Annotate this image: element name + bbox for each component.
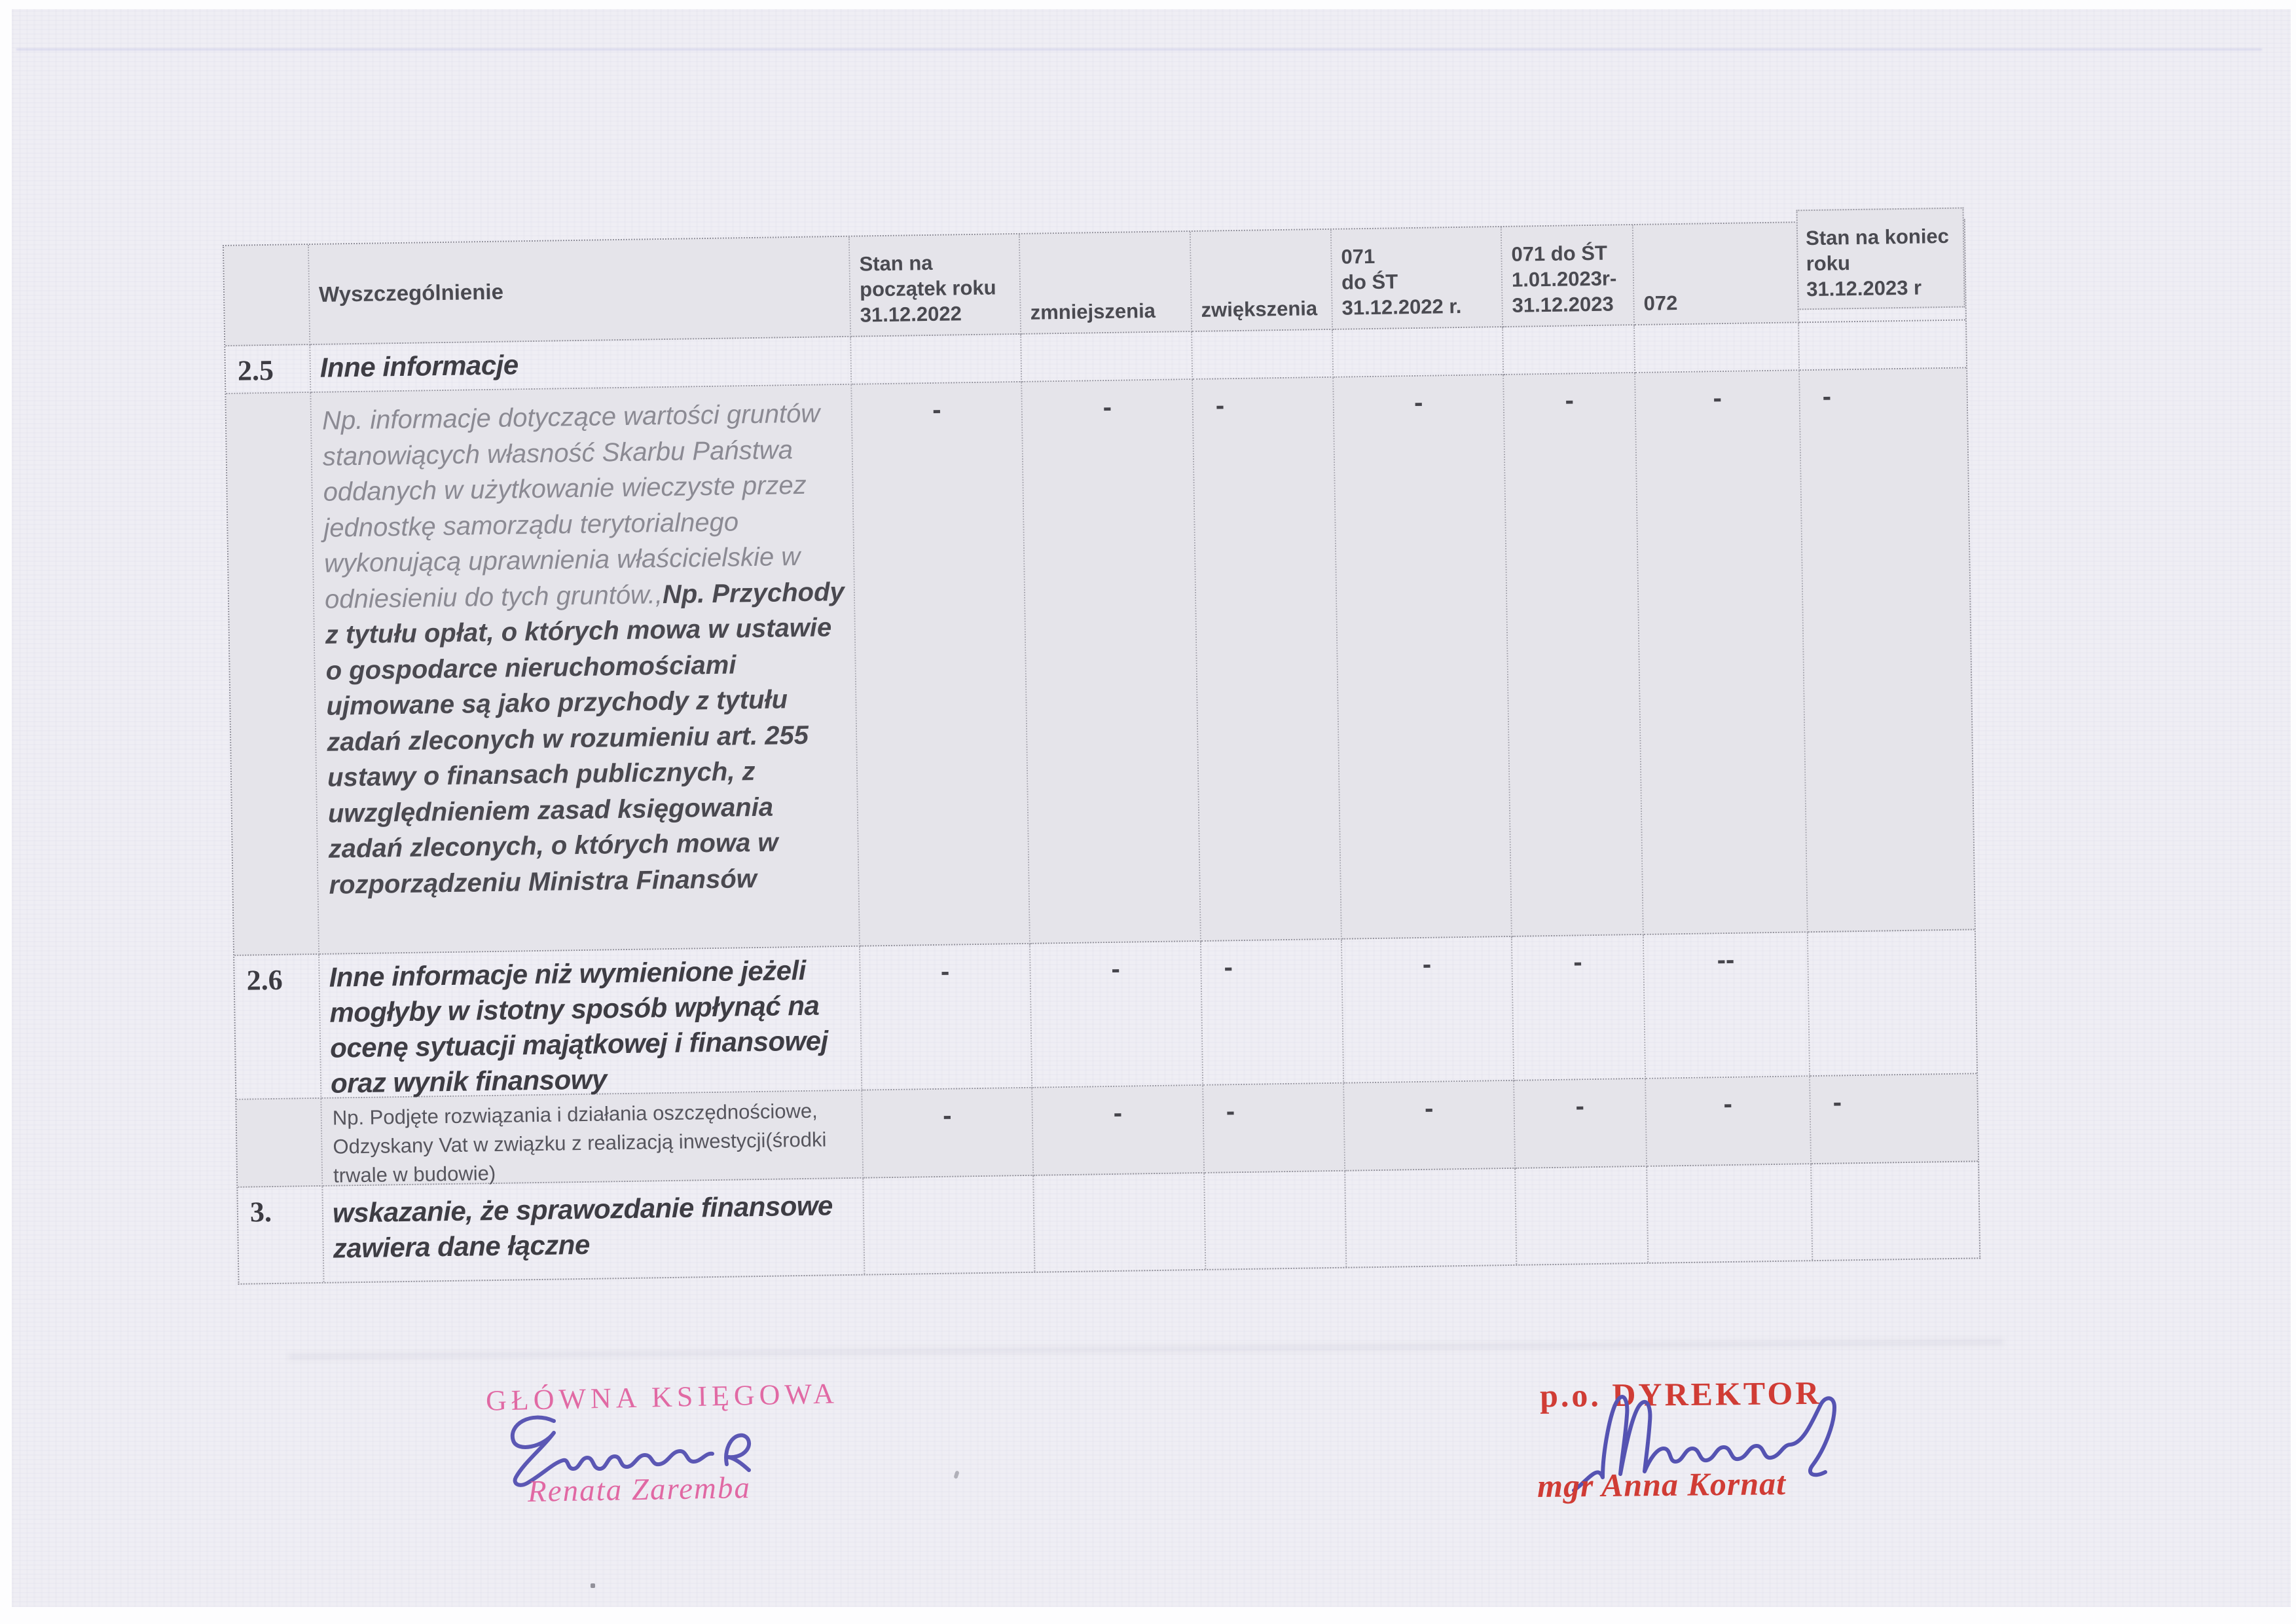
- director-role-stamp: p.o. DYREKTOR: [1539, 1374, 1822, 1414]
- header-number-column: [224, 245, 310, 346]
- chief-accountant-role-stamp: GŁÓWNA KSIĘGOWA: [485, 1377, 839, 1417]
- director-name-stamp: mgr Anna Kornat: [1537, 1465, 1787, 1504]
- table-cell: --: [1644, 932, 1810, 1079]
- table-cell: -: [1203, 1084, 1345, 1173]
- row-title: wskazanie, że sprawozdanie finansowe zawiera dane łączne: [323, 1179, 865, 1282]
- table-cell: -: [1342, 937, 1514, 1084]
- row-number: 2.5: [225, 345, 311, 394]
- table-cell: -: [1022, 380, 1201, 944]
- example-text-light: Np. informacje dotyczące wartości gruntów stanowiących własność Skarbu Państwa oddanych w użytkowanie wieczyste przez jednostkę samorządu terytorialnego wykonującą uprawnienia właścicielskie w odniesieniu do tych gruntów.,: [321, 399, 820, 614]
- row-number: 3.: [238, 1187, 324, 1283]
- row-title: Inne informacje: [310, 337, 852, 393]
- table-cell: -: [1800, 369, 1975, 933]
- table-cell: [1647, 1164, 1813, 1263]
- table-cell: [851, 335, 1022, 385]
- header-071-to-st-2022: 071 do ŚT 31.12.2022 r.: [1332, 227, 1503, 330]
- header-opening-balance: Stan na początek roku 31.12.2022: [850, 234, 1021, 337]
- table-cell: [1503, 325, 1635, 375]
- table-cell: [1808, 930, 1977, 1077]
- table-cell: [1333, 327, 1504, 378]
- example-text-bold: Np. Przychody z tytułu opłat, o których mowa w ustawie o gospodarce nieruchomościami ujmowane są jako przychody z tytułu zadań zleconych w rozumieniu art. 255 ustawy o finansach publicznych, z uwzględnieniem zasad księgowania zadań zleconych, o których mowa w rozporządzeniu Ministra Finansów: [325, 577, 845, 900]
- table-cell: -: [852, 382, 1030, 947]
- header-closing-balance: [1798, 221, 1965, 323]
- row-title: Inne informacje niż wymienione jeżeli mogłyby w istotny sposób wpłynąć na ocenę sytuacji majątkowej i finansowej oraz wynik finansowy: [319, 947, 862, 1099]
- table-cell: -: [1193, 378, 1342, 942]
- row-number-empty: [236, 1099, 323, 1188]
- table-cell: -: [1512, 935, 1646, 1081]
- table-cell: [1205, 1172, 1347, 1269]
- table-cell: [1345, 1169, 1517, 1267]
- financial-statement-table: [223, 219, 1980, 1285]
- header-closing-balance-box: Stan na koniec roku 31.12.2023 r: [1796, 208, 1965, 310]
- header-specification: Wyszczególnienie: [309, 237, 851, 345]
- table-cell: -: [1030, 942, 1203, 1088]
- chief-accountant-name-stamp: Renata Zaremba: [527, 1471, 752, 1509]
- row-number-empty: [226, 393, 319, 956]
- table-cell: -: [860, 944, 1032, 1091]
- table-cell: -: [1344, 1081, 1516, 1172]
- table-cell: [864, 1176, 1035, 1274]
- table-cell: [1812, 1162, 1979, 1260]
- table-cell: [1799, 321, 1966, 371]
- table-cell: -: [1201, 940, 1344, 1086]
- table-cell: -: [1334, 375, 1512, 940]
- row-number: 2.6: [234, 955, 321, 1100]
- table-cell: [1192, 330, 1334, 380]
- header-072: 072: [1633, 223, 1799, 325]
- table-cell: -: [1504, 373, 1644, 937]
- note-text-cell: Np. Podjęte rozwiązania i działania oszczędnościowe, Odzyskany Vat w związku z realizacją inwestycji(środki trwale w budowie): [321, 1091, 864, 1187]
- header-increases: zwiększenia: [1191, 230, 1333, 332]
- table-cell: -: [862, 1088, 1034, 1179]
- header-decreases: zmniejszenia: [1020, 232, 1192, 335]
- table-cell: -: [1032, 1086, 1205, 1176]
- table-cell: -: [1514, 1079, 1647, 1169]
- table-cell: [1516, 1167, 1649, 1264]
- table-cell: [1635, 323, 1800, 373]
- header-071-to-st-2023: 071 do ŚT 1.01.2023r- 31.12.2023: [1502, 225, 1635, 327]
- example-text-cell: [311, 385, 860, 955]
- table-cell: -: [1635, 371, 1808, 935]
- table-cell: [1034, 1173, 1206, 1272]
- table-cell: -: [1646, 1077, 1812, 1167]
- table-cell: -: [1810, 1074, 1978, 1164]
- table-cell: [1021, 332, 1193, 382]
